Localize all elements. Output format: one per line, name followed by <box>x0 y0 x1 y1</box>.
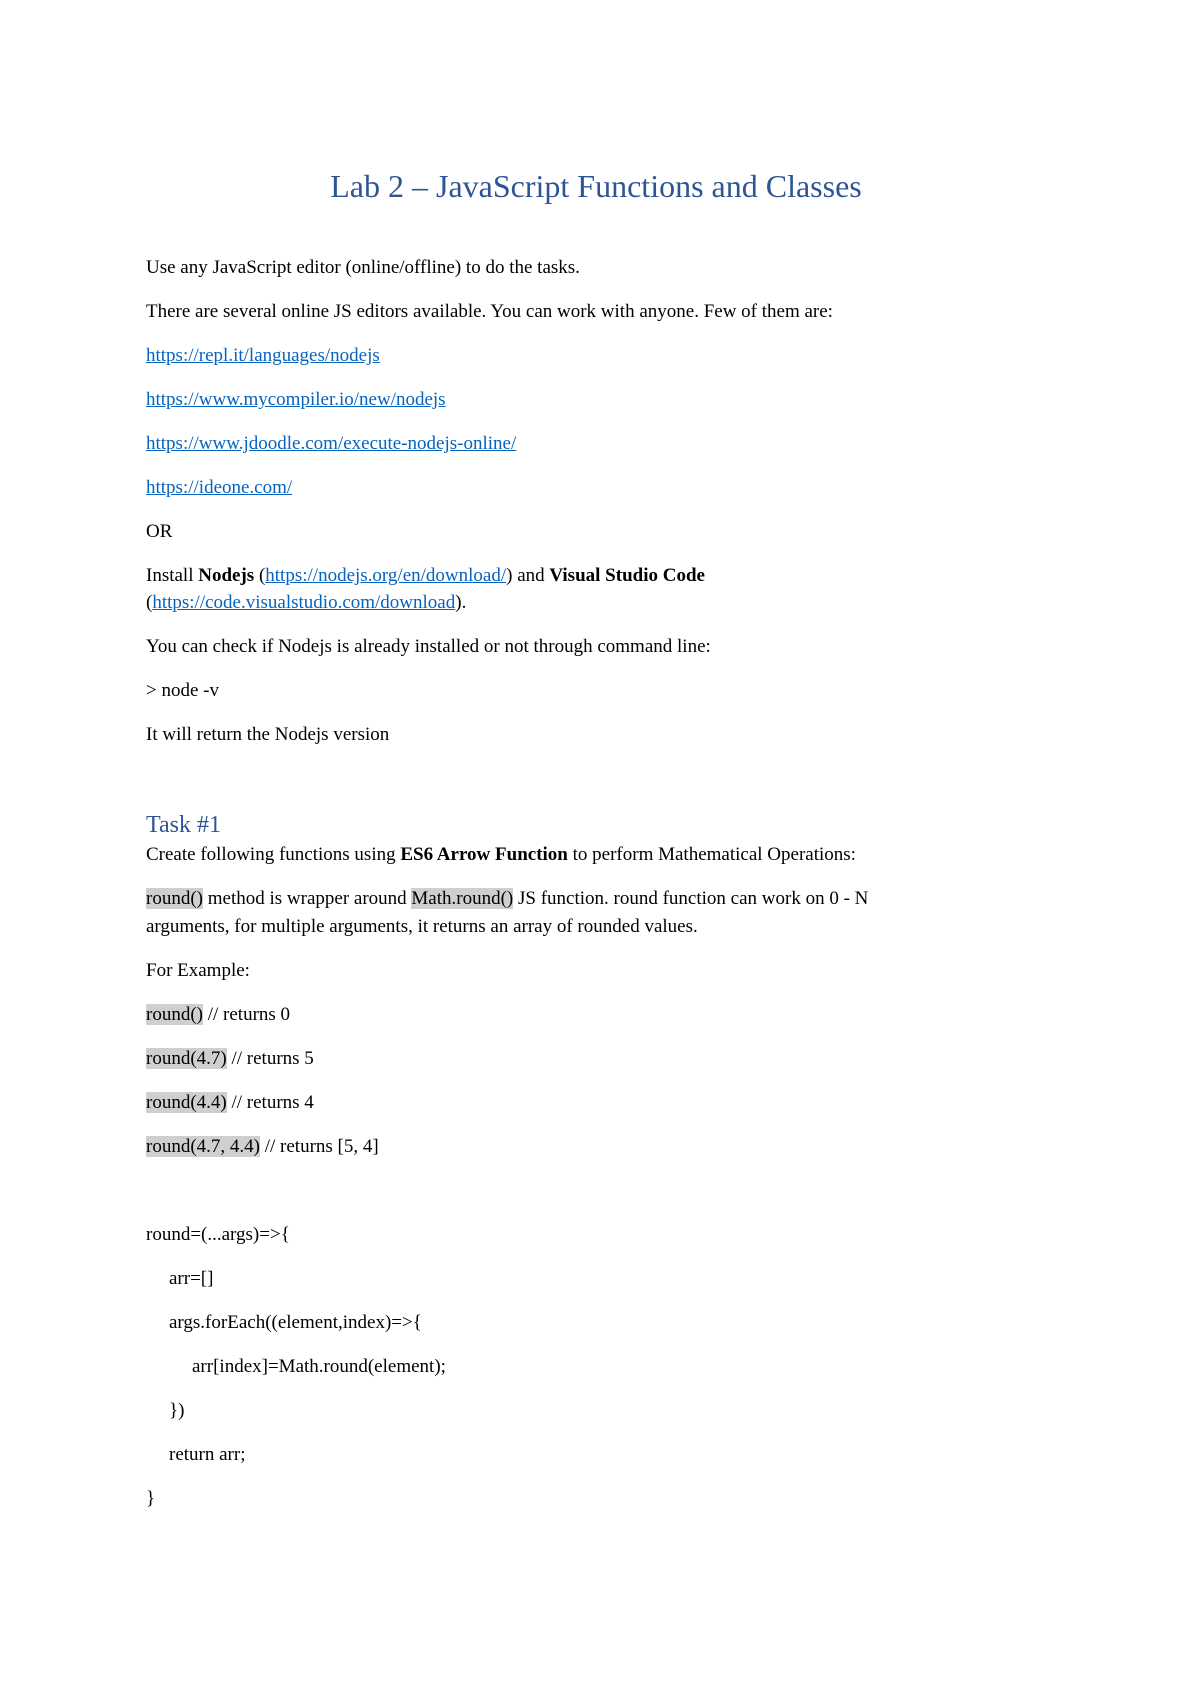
example-comment: // returns 0 <box>202 1004 291 1025</box>
install-open-paren: ( <box>254 565 266 586</box>
solution-line: }) <box>169 1400 185 1421</box>
link-ideone <box>146 476 292 500</box>
ideone-link[interactable]: https://ideone.com/ <box>146 477 293 498</box>
check-line-3: It will return the Nodejs version <box>146 724 390 745</box>
solution-line: arr[index]=Math.round(element); <box>192 1356 446 1377</box>
para-end: JS function. round function can work on 0 - N <box>513 888 869 909</box>
replit-link[interactable]: https://repl.it/languages/nodejs <box>146 345 380 366</box>
or-text: OR <box>146 521 173 542</box>
link-replit <box>146 344 380 368</box>
link-jdoodle <box>146 432 516 456</box>
install-line-2 <box>146 591 466 615</box>
round-paragraph-line-1 <box>146 887 868 911</box>
vscode-bold: Visual Studio Code <box>549 565 705 586</box>
check-line-1: You can check if Nodejs is already installed or not through command line: <box>146 636 711 657</box>
example-comment: // returns 4 <box>226 1092 314 1113</box>
example-code: round() <box>146 1004 203 1025</box>
mycompiler-link[interactable]: https://www.mycompiler.io/new/nodejs <box>146 389 446 410</box>
solution-line: args.forEach((element,index)=>{ <box>169 1312 422 1333</box>
task-desc-suffix: to perform Mathematical Operations: <box>567 844 856 865</box>
task-desc-bold: ES6 Arrow Function <box>400 844 568 865</box>
example-row <box>146 1091 314 1115</box>
nodejs-bold: Nodejs <box>198 565 255 586</box>
link-mycompiler <box>146 388 446 412</box>
example-code: round(4.7, 4.4) <box>146 1136 260 1157</box>
task-1-description <box>146 843 856 867</box>
page-title: Lab 2 – JavaScript Functions and Classes <box>330 168 862 204</box>
example-comment: // returns [5, 4] <box>259 1136 379 1157</box>
math-round-code-highlight: Math.round() <box>411 888 514 909</box>
solution-line: return arr; <box>169 1444 246 1465</box>
solution-line: } <box>146 1488 156 1509</box>
jdoodle-link[interactable]: https://www.jdoodle.com/execute-nodejs-online/ <box>146 433 517 454</box>
task-desc-prefix: Create following functions using <box>146 844 401 865</box>
vscode-download-link[interactable]: https://code.visualstudio.com/download <box>152 592 456 613</box>
install-line-1 <box>146 564 705 588</box>
install-open-paren-2: ( <box>146 592 153 613</box>
para-mid: method is wrapper around <box>202 888 412 909</box>
install-close-2: ). <box>455 592 467 613</box>
example-row <box>146 1135 379 1159</box>
round-code-highlight: round() <box>146 888 203 909</box>
task-1-heading: Task #1 <box>146 812 221 838</box>
example-code: round(4.7) <box>146 1048 227 1069</box>
example-row <box>146 1003 290 1027</box>
example-code: round(4.4) <box>146 1092 227 1113</box>
nodejs-download-link[interactable]: https://nodejs.org/en/download/ <box>265 565 507 586</box>
example-row <box>146 1047 314 1071</box>
for-example: For Example: <box>146 960 250 981</box>
round-paragraph-line-2: arguments, for multiple arguments, it returns an array of rounded values. <box>146 916 698 937</box>
check-command: > node -v <box>146 680 219 701</box>
install-close-and: ) and <box>506 565 550 586</box>
intro-line-2: There are several online JS editors available. You can work with anyone. Few of them are: <box>146 301 833 322</box>
solution-line: round=(...args)=>{ <box>146 1224 290 1245</box>
example-comment: // returns 5 <box>226 1048 314 1069</box>
install-prefix: Install <box>146 565 199 586</box>
intro-line-1: Use any JavaScript editor (online/offline) to do the tasks. <box>146 257 580 278</box>
solution-line: arr=[] <box>169 1268 214 1289</box>
